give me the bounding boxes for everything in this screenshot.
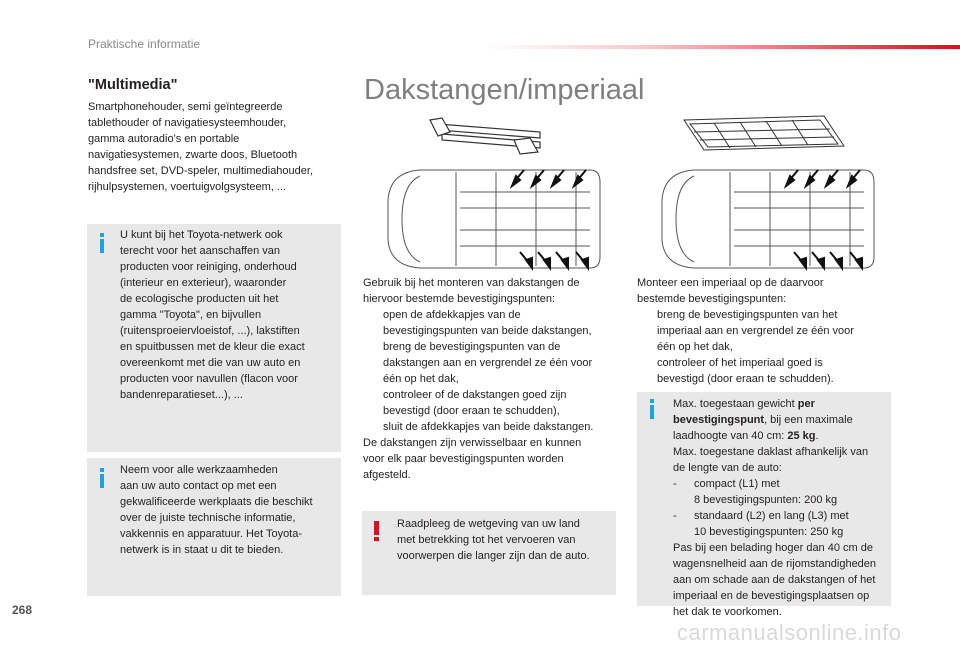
text-line: Monteer een imperiaal op de daarvoor [637,277,824,289]
info-box-load-specs [637,392,891,618]
text-line: gamma autoradio's en portable [88,133,240,145]
info-icon [100,468,104,488]
text-line: Raadpleeg de wetgeving van uw land [397,518,580,530]
info-box-toyota-network [87,458,341,596]
spec-line: het dak te voorkomen. [673,606,782,618]
text-line: breng de bevestigingspunten van het [657,309,838,321]
text-line: imperiaal aan en vergrendel ze één voor [657,325,854,337]
header-accent-line [485,45,960,49]
spec-line: bevestigingspunt, bij een maximale [673,414,853,426]
text-line: voorwerpen die langer zijn dan de auto. [397,550,590,562]
watermark: carmanualsonline.info [677,620,902,645]
info-box-toyota-products [87,224,341,452]
warning-box [362,511,616,595]
info-icon [100,233,104,253]
dash-marker: - [673,478,677,490]
spec-line: laadhoogte van 40 cm: 25 kg. [673,430,819,442]
text-line: U kunt bij het Toyota-netwerk ook [120,229,283,241]
text-line: bestemde bevestigingspunten: [637,293,787,305]
text-line: sluit de afdekkapjes van beide dakstangen. [383,421,594,433]
text-line: dakstangen aan en vergrendel ze één voor [383,357,593,369]
text-line: open de afdekkapjes van de [383,309,521,321]
section-header: Praktische informatie [88,37,201,51]
text-line: vakkennis en apparatuur. Het Toyota- [120,528,303,540]
spec-line: wagensnelheid aan de rijomstandigheden [673,558,877,570]
spec-line: imperiaal en de bevestigingsplaatsen op [673,590,870,602]
text-line: terecht voor het aanschaffen van [120,245,281,257]
text-line: één op het dak, [383,373,459,385]
list-item [363,307,618,339]
text-line: Neem voor alle werkzaamheden [120,464,278,476]
text-line: over de juiste technische informatie, [120,512,296,524]
spec-row-standard-long: - standaard (L2) en lang (L3) met 10 bevestigingspunten: 250 kg [673,510,849,538]
page-number: 268 [12,603,33,617]
spec-line: aan om schade aan de dakstangen of het [673,574,876,586]
list-item [637,307,892,355]
info-icon [650,399,654,419]
text-line: Gebruik bij het monteren van dakstangen de [363,277,580,289]
spec-line: de lengte van de auto: [673,462,782,474]
text-line: gekwalificeerde werkplaats die beschikt [120,496,313,508]
list-item [637,355,892,387]
roof-bars-illustration [380,112,602,272]
text-line: overeenkomt met die van uw auto en [120,357,301,369]
text-line: Smartphonehouder, semi geïntegreerde [88,101,283,113]
text-line: aan uw auto contact op met een [120,480,277,492]
text-line: rijhulpsystemen, voertuigvolgsysteem, ... [88,181,287,193]
text-line: bevestigd (door eraan te schudden), [383,405,560,417]
warning-icon [374,521,379,541]
text-line: bevestigingspunten van beide dakstangen, [383,325,592,337]
spec-line: Pas bij een belading hoger dan 40 cm de [673,542,873,554]
roof-bars-instructions [363,275,618,483]
instruction-list [363,307,618,435]
text-line: controleer of het imperiaal goed is [657,357,823,369]
list-item [363,339,618,387]
text-line: met betrekking tot het vervoeren van [397,534,576,546]
text-line: en spuitbussen met de kleur die exact [120,341,305,353]
text-line: producten voor navullen (flacon voor [120,373,298,385]
text-line: bevestigd (door eraan te schudden). [657,373,834,385]
spec-line: Max. toegestaan gewicht per [673,398,815,410]
multimedia-description [88,99,340,195]
text-line: voor elk paar bevestigingspunten worden [363,453,564,465]
page-title: Dakstangen/imperiaal [364,74,645,106]
dash-marker: - [673,510,677,522]
text-line: gamma "Toyota", en bijvullen [120,309,262,321]
list-item [363,387,618,419]
roof-rack-illustration [654,112,876,272]
text-line: (ruitensproeiervloeistof, ...), lakstiften [120,325,300,337]
roof-rack-instructions [637,275,892,387]
text-line: tablethouder of navigatiesysteemhouder, [88,117,287,129]
spec-line: Max. toegestane daklast afhankelijk van [673,446,869,458]
multimedia-title: "Multimedia" [88,77,178,93]
text-line: hiervoor bestemde bevestigingspunten: [363,293,556,305]
instruction-list [637,307,892,387]
spec-row-compact: - compact (L1) met 8 bevestigingspunten: 200 kg [673,478,838,506]
text-line: breng de bevestigingspunten van de [383,341,561,353]
text-line: controleer of de dakstangen goed zijn [383,389,567,401]
text-line: producten voor reiniging, onderhoud [120,261,297,273]
text-line: de ecologische producten uit het [120,293,279,305]
text-line: (interieur en exterieur), waaronder [120,277,287,289]
text-line: netwerk is in staat u dit te bieden. [120,544,284,556]
text-line: afgesteld. [363,469,411,481]
list-item [363,419,618,435]
text-line: bandenreparatieset...), ... [120,389,243,401]
text-line: navigatiesystemen, zwarte doos, Bluetooth [88,149,298,161]
text-line: De dakstangen zijn verwisselbaar en kunnen [363,437,582,449]
text-line: één op het dak, [657,341,733,353]
text-line: handsfree set, DVD-speler, multimediahouder, [88,165,314,177]
